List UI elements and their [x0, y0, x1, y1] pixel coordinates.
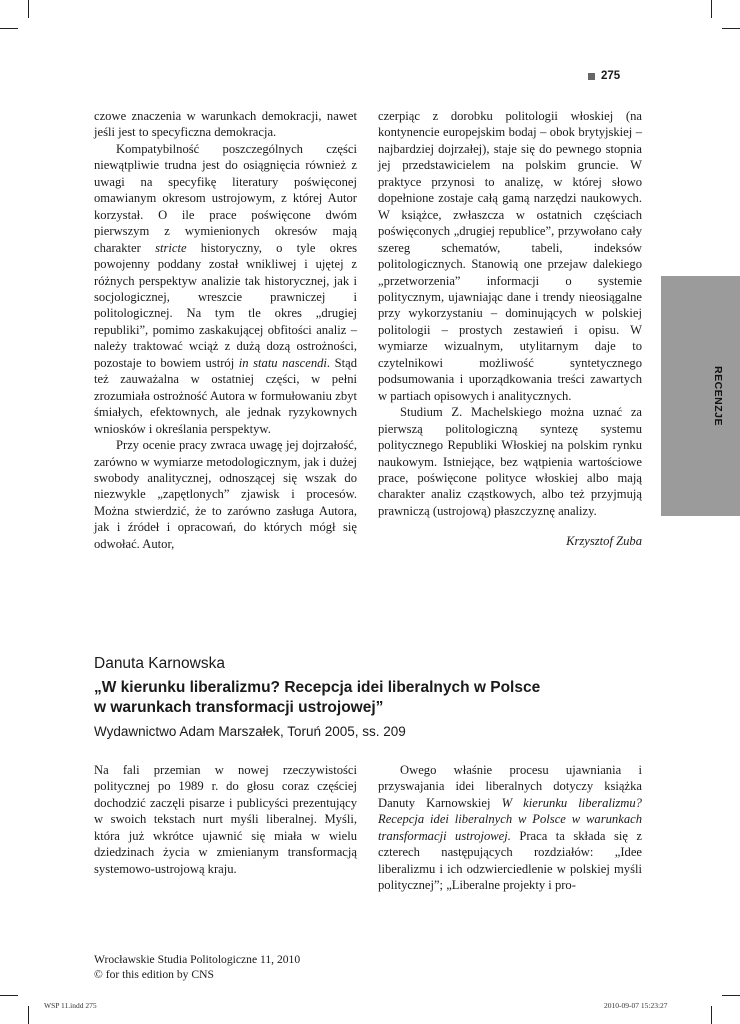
crop-mark [722, 28, 740, 29]
journal-citation: Wrocławskie Studia Politologiczne 11, 2010 [94, 953, 301, 966]
paragraph: Studium Z. Machelskiego można uznać za pierwszą politologiczną syntezę systemu politycznego Republiki Włoskiej na polskim rynku naukowym. Istniejące, bez wątpienia wartościowe prace, poświęcone polityce włoskiej albo mają charakter analiz cząstkowych, albo też przyjmują prawniczą (ustrojową) płaszczyznę analizy. [378, 405, 642, 518]
crop-mark [711, 1006, 712, 1024]
italic-term: in statu nascendi [238, 355, 327, 370]
italic-term: stricte [155, 240, 187, 255]
paragraph: czerpiąc z dorobku politologii włoskiej (na kontynencie europejskim bodaj – obok brytyjskiej – najbardziej dojrzałej), staje się do pewnego stopnia jej przedstawicielem na polskim gruncie. W praktyce przynosi to analizę, w której słowo dopełnione zostaje całą gamą narzędzi naukowych. W książce, zwłaszcza w ostatnich częściach poświęconych „drugiej republice”, przywołano cały szereg schematów, tabeli, indeksów politologicznych. Stanowią one przejaw dalekiego „przetworzenia” informacji o systemie politycznym, ujawniając dane i trendy nieosiągalne przy wykorzystaniu – dominujących w polskiej politologii – prostych zestawień i opisu. W wymiarze wizualnym, utylitarnym daje to czytelnikowi możliwość syntetycznego podsumowania i uporządkowania treści zawartych w partiach opisowych i analitycznych. [378, 109, 642, 403]
review1-column-left [94, 108, 357, 552]
review2-column-right [378, 762, 642, 894]
paragraph [94, 141, 357, 437]
review-book-publisher: Wydawnictwo Adam Marszałek, Toruń 2005, ss. 209 [94, 724, 406, 739]
text-run: Owego właśnie procesu ujawniania i przyswajania idei liberalnych dotyczy książka Danuty Karnowskiej [378, 763, 642, 810]
review1-column-right [378, 108, 642, 550]
print-slug-right: 2010-09-07 15:23:27 [604, 1001, 668, 1010]
review2-column-left [94, 762, 357, 877]
title-line: „W kierunku liberalizmu? Recepcja idei liberalnych w Polsce [94, 679, 541, 696]
section-label: RECENZJE [712, 365, 725, 427]
title-line: w warunkach transformacji ustrojowej” [94, 699, 384, 716]
text-run: Praca ta składa się z czterech następujących rozdziałów: „Idee liberalizmu i ich odzwierciedlenie w polskiej myśli politycznej”; „Liberalne projekty i pro- [378, 828, 642, 893]
crop-mark [711, 0, 712, 18]
page-number [588, 70, 620, 82]
paragraph: Przy ocenie pracy zwraca uwagę jej dojrzałość, zarówno w wymiarze metodologicznym, jak i dużej swobody analitycznej, odnoszącej się wszak do niezwykle „zapętlonych” zjawisk i procesów. Można stwierdzić, że to zarówno zasługa Autora, jak i źródeł i opracowań, do których mógł się odwołać. Autor, [94, 438, 357, 551]
review-signature: Krzysztof Zuba [566, 534, 642, 549]
paragraph: czowe znaczenia w warunkach demokracji, nawet jeśli jest to specyficzna demokracja. [94, 109, 357, 140]
text-run: Kompatybilność poszczególnych części niewątpliwie trudna jest do osiągnięcia również z uwagi na specyfikę literatury poświęconej omawianym okresom ustrojowym, z której Autor korzystał. O ile prace poświęcone dwóm pierwszym z wymienionych okresów mają charakter [94, 141, 357, 255]
review-book-author: Danuta Karnowska [94, 655, 225, 672]
crop-mark [28, 1006, 29, 1024]
crop-mark [0, 995, 18, 996]
page-number-text: 275 [601, 70, 621, 82]
copyright-notice: © for this edition by CNS [94, 968, 214, 981]
page-footer [94, 952, 300, 982]
print-slug-left: WSP 11.indd 275 [44, 1001, 97, 1010]
square-bullet-icon [588, 73, 595, 80]
review-book-title [94, 678, 654, 718]
italic-book-title: W kierunku liberalizmu? Recepcja idei liberalnych w Polsce w warunkach transformacji ustrojowej. [378, 795, 642, 843]
text-run: historyczny, o tyle okres powojenny poddany został wnikliwej i ujętej z różnych perspektyw analizie tak historycznej, jak i socjologicznej, wreszcie prawniczej i politologicznej. Na tym tle okres „drugiej republiki”, pomimo zaskakującej obfitości analiz – należy traktować wciąż z dużą dozą ostrożności, pozostaje to bowiem ustrój [94, 240, 358, 370]
crop-mark [722, 995, 740, 996]
paragraph [378, 762, 642, 894]
crop-mark [28, 0, 29, 18]
paragraph: Na fali przemian w nowej rzeczywistości politycznej po 1989 r. do głosu coraz częściej dochodzić zaczęli pisarze i publicyści prezentujący w swoich tekstach nurt myśli liberalnej. Myśli, która już wkrótce ujawnić się miała w wielu dziedzinach życia w zmienianym transformacją systemowo-ustrojową kraju. [94, 763, 357, 876]
crop-mark [0, 28, 18, 29]
section-side-tab [661, 276, 740, 516]
text-run: . Stąd też zauważalna w ostatniej części, w pełni zrozumiała ostrożność Autora w formułowaniu zbyt śmiałych, efektownych, ale jednak ryzykownych wniosków i określania perspektyw. [94, 355, 357, 436]
